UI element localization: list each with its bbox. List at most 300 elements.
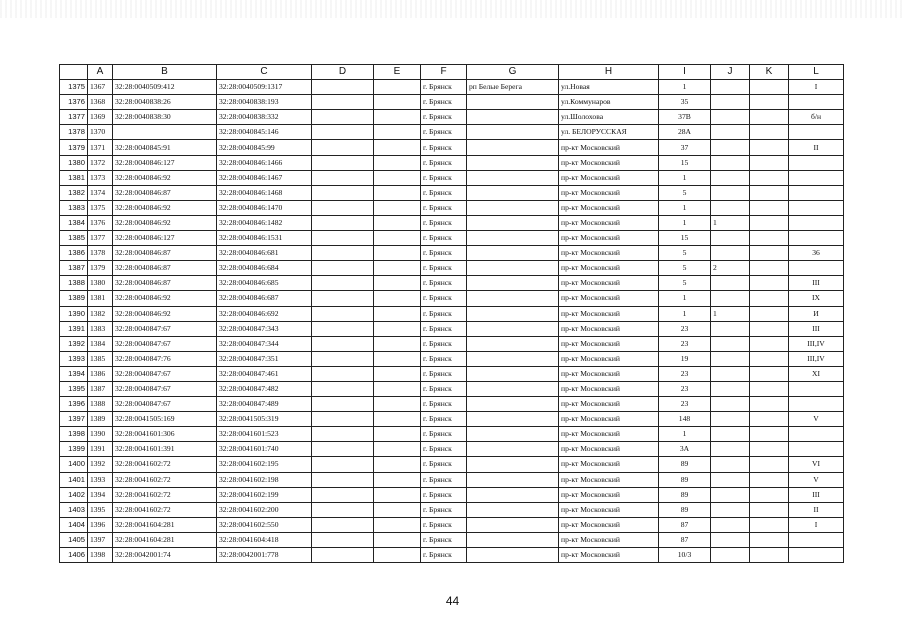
- row-number[interactable]: 1406: [60, 548, 88, 563]
- cell-c[interactable]: 32:28:0040846:1468: [217, 185, 312, 200]
- column-header[interactable]: I: [659, 65, 711, 80]
- cell-h[interactable]: ул.Шолохова: [559, 110, 659, 125]
- cell-d[interactable]: [312, 427, 374, 442]
- cell-c[interactable]: 32:28:0041602:550: [217, 517, 312, 532]
- cell-f[interactable]: г. Брянск: [421, 321, 467, 336]
- cell-f[interactable]: г. Брянск: [421, 200, 467, 215]
- cell-g[interactable]: [467, 412, 559, 427]
- cell-k[interactable]: [750, 336, 789, 351]
- cell-c[interactable]: 32:28:0040846:1466: [217, 155, 312, 170]
- cell-b[interactable]: 32:28:0040846:92: [113, 170, 217, 185]
- cell-d[interactable]: [312, 291, 374, 306]
- cell-h[interactable]: пр-кт Московский: [559, 306, 659, 321]
- cell-d[interactable]: [312, 246, 374, 261]
- cell-d[interactable]: [312, 215, 374, 230]
- cell-g[interactable]: [467, 185, 559, 200]
- row-number[interactable]: 1385: [60, 231, 88, 246]
- column-header[interactable]: A: [88, 65, 113, 80]
- cell-f[interactable]: г. Брянск: [421, 95, 467, 110]
- cell-f[interactable]: г. Брянск: [421, 306, 467, 321]
- cell-k[interactable]: [750, 321, 789, 336]
- cell-d[interactable]: [312, 351, 374, 366]
- cell-f[interactable]: г. Брянск: [421, 412, 467, 427]
- cell-l[interactable]: [789, 397, 844, 412]
- cell-j[interactable]: [711, 442, 750, 457]
- cell-k[interactable]: [750, 366, 789, 381]
- cell-c[interactable]: 32:28:0040846:684: [217, 261, 312, 276]
- cell-i[interactable]: 1: [659, 200, 711, 215]
- cell-k[interactable]: [750, 548, 789, 563]
- cell-h[interactable]: пр-кт Московский: [559, 246, 659, 261]
- cell-c[interactable]: 32:28:0041601:523: [217, 427, 312, 442]
- cell-j[interactable]: 1: [711, 215, 750, 230]
- cell-b[interactable]: 32:28:0041604:281: [113, 517, 217, 532]
- cell-h[interactable]: ул.Новая: [559, 80, 659, 95]
- cell-c[interactable]: 32:28:0041601:740: [217, 442, 312, 457]
- cell-e[interactable]: [374, 548, 421, 563]
- cell-i[interactable]: 28А: [659, 125, 711, 140]
- cell-j[interactable]: [711, 487, 750, 502]
- row-number[interactable]: 1382: [60, 185, 88, 200]
- cell-d[interactable]: [312, 487, 374, 502]
- cell-k[interactable]: [750, 502, 789, 517]
- cell-j[interactable]: [711, 291, 750, 306]
- cell-b[interactable]: 32:28:0040846:127: [113, 231, 217, 246]
- cell-f[interactable]: г. Брянск: [421, 170, 467, 185]
- row-number[interactable]: 1377: [60, 110, 88, 125]
- cell-l[interactable]: [789, 532, 844, 547]
- row-number[interactable]: 1395: [60, 381, 88, 396]
- cell-e[interactable]: [374, 366, 421, 381]
- cell-a[interactable]: 1390: [88, 427, 113, 442]
- cell-j[interactable]: [711, 246, 750, 261]
- cell-i[interactable]: 87: [659, 532, 711, 547]
- cell-a[interactable]: 1395: [88, 502, 113, 517]
- cell-e[interactable]: [374, 532, 421, 547]
- cell-k[interactable]: [750, 412, 789, 427]
- cell-c[interactable]: 32:28:0041602:200: [217, 502, 312, 517]
- cell-g[interactable]: [467, 457, 559, 472]
- column-header[interactable]: G: [467, 65, 559, 80]
- cell-g[interactable]: [467, 487, 559, 502]
- cell-d[interactable]: [312, 261, 374, 276]
- cell-j[interactable]: [711, 502, 750, 517]
- cell-a[interactable]: 1371: [88, 140, 113, 155]
- cell-e[interactable]: [374, 80, 421, 95]
- row-number[interactable]: 1400: [60, 457, 88, 472]
- cell-a[interactable]: 1397: [88, 532, 113, 547]
- cell-k[interactable]: [750, 95, 789, 110]
- cell-d[interactable]: [312, 110, 374, 125]
- cell-b[interactable]: 32:28:0040846:92: [113, 200, 217, 215]
- cell-e[interactable]: [374, 472, 421, 487]
- cell-j[interactable]: [711, 351, 750, 366]
- row-number[interactable]: 1403: [60, 502, 88, 517]
- cell-i[interactable]: 89: [659, 502, 711, 517]
- cell-g[interactable]: [467, 261, 559, 276]
- cell-k[interactable]: [750, 442, 789, 457]
- cell-j[interactable]: [711, 457, 750, 472]
- cell-g[interactable]: [467, 336, 559, 351]
- cell-f[interactable]: г. Брянск: [421, 442, 467, 457]
- cell-l[interactable]: [789, 170, 844, 185]
- cell-e[interactable]: [374, 125, 421, 140]
- cell-b[interactable]: 32:28:0040846:87: [113, 276, 217, 291]
- cell-k[interactable]: [750, 351, 789, 366]
- cell-j[interactable]: [711, 532, 750, 547]
- row-number[interactable]: 1381: [60, 170, 88, 185]
- cell-b[interactable]: 32:28:0040847:76: [113, 351, 217, 366]
- cell-g[interactable]: [467, 427, 559, 442]
- cell-l[interactable]: IX: [789, 291, 844, 306]
- cell-d[interactable]: [312, 276, 374, 291]
- cell-a[interactable]: 1386: [88, 366, 113, 381]
- cell-g[interactable]: [467, 548, 559, 563]
- cell-e[interactable]: [374, 261, 421, 276]
- cell-c[interactable]: 32:28:0041602:198: [217, 472, 312, 487]
- cell-h[interactable]: пр-кт Московский: [559, 502, 659, 517]
- cell-b[interactable]: 32:28:0042001:74: [113, 548, 217, 563]
- cell-l[interactable]: [789, 125, 844, 140]
- cell-e[interactable]: [374, 412, 421, 427]
- cell-h[interactable]: пр-кт Московский: [559, 487, 659, 502]
- cell-b[interactable]: [113, 125, 217, 140]
- row-number[interactable]: 1388: [60, 276, 88, 291]
- cell-a[interactable]: 1381: [88, 291, 113, 306]
- cell-g[interactable]: [467, 381, 559, 396]
- cell-h[interactable]: пр-кт Московский: [559, 472, 659, 487]
- cell-d[interactable]: [312, 95, 374, 110]
- cell-k[interactable]: [750, 276, 789, 291]
- cell-c[interactable]: 32:28:0042001:778: [217, 548, 312, 563]
- cell-i[interactable]: 10/3: [659, 548, 711, 563]
- cell-k[interactable]: [750, 291, 789, 306]
- cell-b[interactable]: 32:28:0040847:67: [113, 366, 217, 381]
- cell-l[interactable]: [789, 95, 844, 110]
- cell-c[interactable]: 32:28:0041505:319: [217, 412, 312, 427]
- cell-e[interactable]: [374, 442, 421, 457]
- cell-e[interactable]: [374, 306, 421, 321]
- cell-k[interactable]: [750, 155, 789, 170]
- cell-g[interactable]: [467, 170, 559, 185]
- cell-e[interactable]: [374, 336, 421, 351]
- cell-j[interactable]: 2: [711, 261, 750, 276]
- cell-g[interactable]: [467, 246, 559, 261]
- cell-d[interactable]: [312, 321, 374, 336]
- cell-l[interactable]: [789, 200, 844, 215]
- cell-a[interactable]: 1368: [88, 95, 113, 110]
- cell-l[interactable]: III: [789, 321, 844, 336]
- cell-k[interactable]: [750, 381, 789, 396]
- cell-i[interactable]: 23: [659, 321, 711, 336]
- cell-j[interactable]: [711, 381, 750, 396]
- cell-e[interactable]: [374, 200, 421, 215]
- cell-b[interactable]: 32:28:0040847:67: [113, 381, 217, 396]
- cell-l[interactable]: [789, 548, 844, 563]
- cell-f[interactable]: г. Брянск: [421, 155, 467, 170]
- cell-j[interactable]: [711, 472, 750, 487]
- cell-e[interactable]: [374, 231, 421, 246]
- cell-g[interactable]: [467, 291, 559, 306]
- cell-e[interactable]: [374, 351, 421, 366]
- cell-f[interactable]: г. Брянск: [421, 397, 467, 412]
- cell-f[interactable]: г. Брянск: [421, 351, 467, 366]
- cell-c[interactable]: 32:28:0040847:344: [217, 336, 312, 351]
- cell-a[interactable]: 1380: [88, 276, 113, 291]
- cell-a[interactable]: 1388: [88, 397, 113, 412]
- cell-k[interactable]: [750, 472, 789, 487]
- cell-l[interactable]: VI: [789, 457, 844, 472]
- cell-i[interactable]: 19: [659, 351, 711, 366]
- cell-j[interactable]: [711, 125, 750, 140]
- cell-d[interactable]: [312, 140, 374, 155]
- row-number[interactable]: 1390: [60, 306, 88, 321]
- cell-l[interactable]: [789, 155, 844, 170]
- cell-g[interactable]: [467, 200, 559, 215]
- cell-i[interactable]: 1: [659, 291, 711, 306]
- cell-i[interactable]: 15: [659, 155, 711, 170]
- cell-j[interactable]: [711, 231, 750, 246]
- cell-a[interactable]: 1396: [88, 517, 113, 532]
- cell-d[interactable]: [312, 231, 374, 246]
- cell-i[interactable]: 37: [659, 140, 711, 155]
- column-header[interactable]: K: [750, 65, 789, 80]
- row-number[interactable]: 1387: [60, 261, 88, 276]
- cell-c[interactable]: 32:28:0041604:418: [217, 532, 312, 547]
- cell-g[interactable]: [467, 472, 559, 487]
- cell-f[interactable]: г. Брянск: [421, 366, 467, 381]
- cell-j[interactable]: [711, 200, 750, 215]
- cell-i[interactable]: 5: [659, 276, 711, 291]
- cell-g[interactable]: [467, 110, 559, 125]
- cell-e[interactable]: [374, 427, 421, 442]
- cell-f[interactable]: г. Брянск: [421, 80, 467, 95]
- cell-l[interactable]: I: [789, 80, 844, 95]
- cell-e[interactable]: [374, 185, 421, 200]
- cell-b[interactable]: 32:28:0040846:92: [113, 291, 217, 306]
- cell-c[interactable]: 32:28:0040847:482: [217, 381, 312, 396]
- cell-d[interactable]: [312, 472, 374, 487]
- cell-e[interactable]: [374, 321, 421, 336]
- row-number[interactable]: 1404: [60, 517, 88, 532]
- cell-b[interactable]: 32:28:0040846:92: [113, 215, 217, 230]
- cell-k[interactable]: [750, 215, 789, 230]
- row-number[interactable]: 1378: [60, 125, 88, 140]
- cell-d[interactable]: [312, 155, 374, 170]
- cell-i[interactable]: 3А: [659, 442, 711, 457]
- cell-g[interactable]: [467, 95, 559, 110]
- cell-b[interactable]: 32:28:0040846:87: [113, 261, 217, 276]
- cell-k[interactable]: [750, 80, 789, 95]
- cell-a[interactable]: 1369: [88, 110, 113, 125]
- cell-d[interactable]: [312, 517, 374, 532]
- cell-g[interactable]: [467, 517, 559, 532]
- cell-d[interactable]: [312, 412, 374, 427]
- cell-c[interactable]: 32:28:0040846:692: [217, 306, 312, 321]
- cell-f[interactable]: г. Брянск: [421, 291, 467, 306]
- cell-l[interactable]: III: [789, 276, 844, 291]
- cell-b[interactable]: 32:28:0040845:91: [113, 140, 217, 155]
- cell-d[interactable]: [312, 125, 374, 140]
- cell-e[interactable]: [374, 291, 421, 306]
- cell-a[interactable]: 1374: [88, 185, 113, 200]
- cell-e[interactable]: [374, 110, 421, 125]
- cell-c[interactable]: 32:28:0040846:681: [217, 246, 312, 261]
- cell-h[interactable]: пр-кт Московский: [559, 412, 659, 427]
- cell-e[interactable]: [374, 140, 421, 155]
- cell-j[interactable]: [711, 95, 750, 110]
- cell-c[interactable]: 32:28:0040846:1467: [217, 170, 312, 185]
- cell-h[interactable]: пр-кт Московский: [559, 548, 659, 563]
- cell-f[interactable]: г. Брянск: [421, 140, 467, 155]
- cell-d[interactable]: [312, 185, 374, 200]
- cell-i[interactable]: 148: [659, 412, 711, 427]
- column-header[interactable]: L: [789, 65, 844, 80]
- cell-c[interactable]: 32:28:0040846:687: [217, 291, 312, 306]
- column-header[interactable]: C: [217, 65, 312, 80]
- cell-d[interactable]: [312, 366, 374, 381]
- cell-a[interactable]: 1385: [88, 351, 113, 366]
- cell-k[interactable]: [750, 231, 789, 246]
- cell-h[interactable]: пр-кт Московский: [559, 231, 659, 246]
- cell-b[interactable]: 32:28:0040846:92: [113, 306, 217, 321]
- cell-i[interactable]: 37В: [659, 110, 711, 125]
- cell-b[interactable]: 32:28:0040838:30: [113, 110, 217, 125]
- cell-h[interactable]: пр-кт Московский: [559, 442, 659, 457]
- row-number[interactable]: 1396: [60, 397, 88, 412]
- cell-d[interactable]: [312, 336, 374, 351]
- cell-d[interactable]: [312, 457, 374, 472]
- cell-c[interactable]: 32:28:0040847:461: [217, 366, 312, 381]
- cell-j[interactable]: [711, 412, 750, 427]
- cell-j[interactable]: [711, 548, 750, 563]
- cell-i[interactable]: 1: [659, 170, 711, 185]
- cell-l[interactable]: [789, 185, 844, 200]
- cell-a[interactable]: 1378: [88, 246, 113, 261]
- cell-f[interactable]: г. Брянск: [421, 472, 467, 487]
- cell-l[interactable]: [789, 427, 844, 442]
- cell-h[interactable]: пр-кт Московский: [559, 427, 659, 442]
- cell-f[interactable]: г. Брянск: [421, 487, 467, 502]
- cell-f[interactable]: г. Брянск: [421, 261, 467, 276]
- cell-e[interactable]: [374, 517, 421, 532]
- cell-d[interactable]: [312, 532, 374, 547]
- cell-f[interactable]: г. Брянск: [421, 185, 467, 200]
- cell-h[interactable]: пр-кт Московский: [559, 261, 659, 276]
- cell-b[interactable]: 32:28:0040846:87: [113, 185, 217, 200]
- row-number[interactable]: 1386: [60, 246, 88, 261]
- cell-l[interactable]: V: [789, 412, 844, 427]
- row-number[interactable]: 1393: [60, 351, 88, 366]
- cell-e[interactable]: [374, 457, 421, 472]
- cell-k[interactable]: [750, 125, 789, 140]
- cell-c[interactable]: 32:28:0040838:332: [217, 110, 312, 125]
- cell-j[interactable]: [711, 517, 750, 532]
- cell-h[interactable]: пр-кт Московский: [559, 381, 659, 396]
- cell-e[interactable]: [374, 487, 421, 502]
- row-number[interactable]: 1397: [60, 412, 88, 427]
- row-number[interactable]: 1383: [60, 200, 88, 215]
- cell-k[interactable]: [750, 397, 789, 412]
- cell-h[interactable]: пр-кт Московский: [559, 517, 659, 532]
- cell-c[interactable]: 32:28:0040846:685: [217, 276, 312, 291]
- cell-k[interactable]: [750, 246, 789, 261]
- cell-i[interactable]: 89: [659, 487, 711, 502]
- cell-b[interactable]: 32:28:0040838:26: [113, 95, 217, 110]
- cell-a[interactable]: 1370: [88, 125, 113, 140]
- cell-b[interactable]: 32:28:0040846:87: [113, 246, 217, 261]
- cell-a[interactable]: 1373: [88, 170, 113, 185]
- row-number[interactable]: 1398: [60, 427, 88, 442]
- cell-k[interactable]: [750, 427, 789, 442]
- cell-a[interactable]: 1387: [88, 381, 113, 396]
- cell-k[interactable]: [750, 517, 789, 532]
- cell-k[interactable]: [750, 185, 789, 200]
- cell-g[interactable]: [467, 276, 559, 291]
- cell-d[interactable]: [312, 170, 374, 185]
- cell-j[interactable]: [711, 321, 750, 336]
- cell-f[interactable]: г. Брянск: [421, 502, 467, 517]
- cell-h[interactable]: пр-кт Московский: [559, 155, 659, 170]
- cell-a[interactable]: 1375: [88, 200, 113, 215]
- cell-g[interactable]: [467, 306, 559, 321]
- cell-j[interactable]: [711, 155, 750, 170]
- row-number[interactable]: 1375: [60, 80, 88, 95]
- cell-f[interactable]: г. Брянск: [421, 381, 467, 396]
- cell-l[interactable]: [789, 261, 844, 276]
- cell-l[interactable]: 36: [789, 246, 844, 261]
- cell-f[interactable]: г. Брянск: [421, 215, 467, 230]
- cell-e[interactable]: [374, 215, 421, 230]
- cell-d[interactable]: [312, 200, 374, 215]
- cell-b[interactable]: 32:28:0041602:72: [113, 457, 217, 472]
- cell-l[interactable]: [789, 442, 844, 457]
- cell-b[interactable]: 32:28:0040847:67: [113, 321, 217, 336]
- cell-k[interactable]: [750, 200, 789, 215]
- cell-d[interactable]: [312, 306, 374, 321]
- cell-h[interactable]: пр-кт Московский: [559, 215, 659, 230]
- row-number[interactable]: 1389: [60, 291, 88, 306]
- cell-b[interactable]: 32:28:0041601:306: [113, 427, 217, 442]
- cell-b[interactable]: 32:28:0040847:67: [113, 336, 217, 351]
- column-header[interactable]: J: [711, 65, 750, 80]
- cell-a[interactable]: 1389: [88, 412, 113, 427]
- cell-d[interactable]: [312, 80, 374, 95]
- cell-f[interactable]: г. Брянск: [421, 246, 467, 261]
- column-header[interactable]: H: [559, 65, 659, 80]
- cell-f[interactable]: г. Брянск: [421, 276, 467, 291]
- cell-f[interactable]: г. Брянск: [421, 548, 467, 563]
- cell-l[interactable]: I: [789, 517, 844, 532]
- cell-e[interactable]: [374, 155, 421, 170]
- cell-j[interactable]: 1: [711, 306, 750, 321]
- cell-g[interactable]: [467, 125, 559, 140]
- cell-l[interactable]: II: [789, 140, 844, 155]
- cell-k[interactable]: [750, 140, 789, 155]
- cell-l[interactable]: III,IV: [789, 336, 844, 351]
- row-number[interactable]: 1405: [60, 532, 88, 547]
- cell-i[interactable]: 23: [659, 366, 711, 381]
- cell-f[interactable]: г. Брянск: [421, 517, 467, 532]
- column-header[interactable]: F: [421, 65, 467, 80]
- cell-e[interactable]: [374, 95, 421, 110]
- cell-i[interactable]: 1: [659, 427, 711, 442]
- cell-b[interactable]: 32:28:0041602:72: [113, 502, 217, 517]
- cell-h[interactable]: пр-кт Московский: [559, 397, 659, 412]
- cell-e[interactable]: [374, 170, 421, 185]
- cell-b[interactable]: 32:28:0040846:127: [113, 155, 217, 170]
- cell-j[interactable]: [711, 366, 750, 381]
